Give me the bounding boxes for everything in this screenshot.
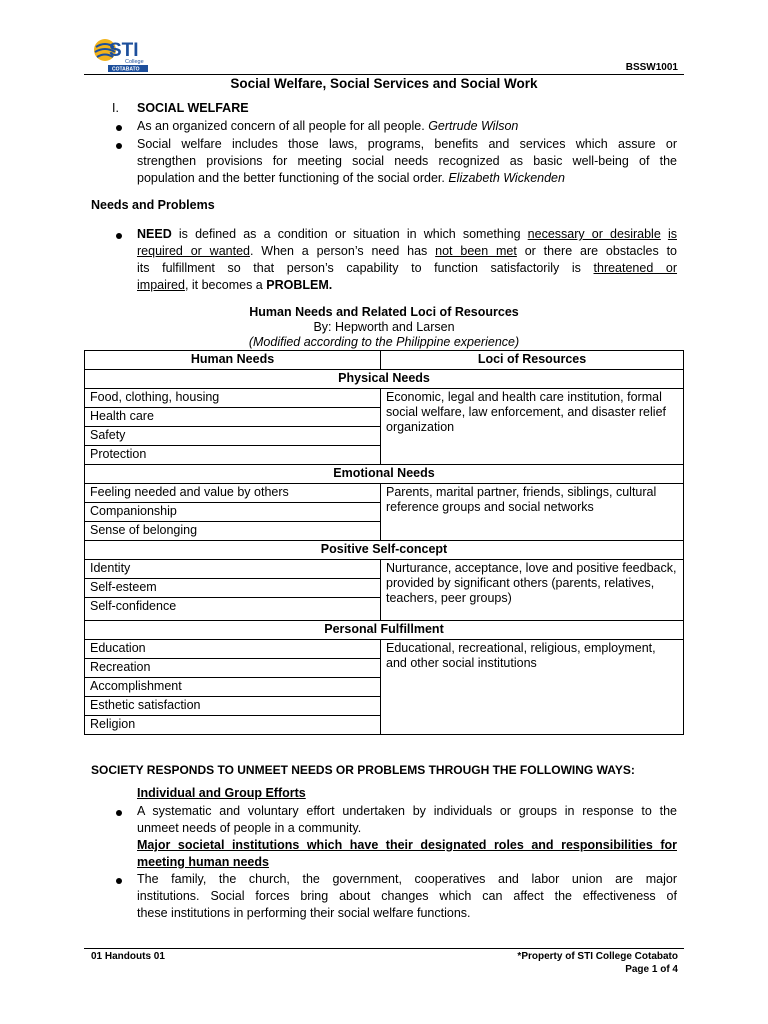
individual-efforts-line-1: A systematic and voluntary effort undertaken by individuals or groups in response to the xyxy=(137,804,677,818)
table-cell: Esthetic satisfaction xyxy=(85,697,381,716)
definition-2-line-2: strengthen provisions for meeting social needs recognized as basic well-being of the xyxy=(137,154,677,168)
individual-efforts-line-2: unmeet needs of people in a community. xyxy=(137,821,362,835)
table-cell: Identity xyxy=(85,560,381,579)
course-code: BSSW1001 xyxy=(625,62,678,73)
bullet-icon xyxy=(116,878,122,884)
table-cell: Safety xyxy=(85,427,381,446)
table-header-row xyxy=(85,351,684,370)
definition-2-line-1: Social welfare includes those laws, programs, benefits and services which assure or xyxy=(137,137,677,151)
table-cell: Religion xyxy=(85,716,381,735)
footer-property: *Property of STI College Cotabato xyxy=(517,951,678,962)
table-cell: Companionship xyxy=(85,503,381,522)
table-cell: Recreation xyxy=(85,659,381,678)
definition-2-line-3: population and the better functioning of the social order. Elizabeth Wickenden xyxy=(137,171,565,185)
need-paragraph-line-2: required or wanted. When a person’s need has not been met or there are obstacles to xyxy=(137,244,677,258)
footer-divider xyxy=(84,948,684,949)
social-welfare-definition-1: As an organized concern of all people for all people. Gertrude Wilson xyxy=(137,119,519,133)
needs-heading: Needs and Problems xyxy=(91,198,215,212)
society-heading: SOCIETY RESPONDS TO UNMEET NEEDS OR PROBLEMS THROUGH THE FOLLOWING WAYS: xyxy=(91,763,635,777)
need-paragraph-line-1: NEED is defined as a condition or situation in which something necessary or desirable is xyxy=(137,227,677,241)
footer-handout-label: 01 Handouts 01 xyxy=(91,951,165,962)
need-paragraph-line-3: its fulfillment so that person’s capability to function satisfactorily is threatened or xyxy=(137,261,678,275)
resource-cell: Economic, legal and health care institution, formal social welfare, law enforcement, and disaster relief organization xyxy=(381,389,684,465)
table-cell: Self-confidence xyxy=(85,598,381,621)
group-emotional-needs: Emotional Needs xyxy=(85,465,684,484)
column-header-loci: Loci of Resources xyxy=(381,351,684,370)
header-divider xyxy=(84,74,684,75)
institutions-line-3: these institutions in performing their social welfare functions. xyxy=(137,906,471,920)
svg-text:COTABATO: COTABATO xyxy=(112,66,140,73)
institutions-line-1: The family, the church, the government, cooperatives and labor union are major xyxy=(137,872,677,886)
table-cell: Education xyxy=(85,640,381,659)
bullet-icon xyxy=(116,810,122,816)
bullet-icon xyxy=(116,143,122,149)
section-number: I. xyxy=(112,101,119,115)
resource-cell: Parents, marital partner, friends, siblings, cultural reference groups and social networks xyxy=(381,484,684,541)
resource-cell: Nurturance, acceptance, love and positive feedback, provided by significant others (parents, relatives, teachers, peer groups) xyxy=(381,560,684,621)
need-paragraph-line-4: impaired, it becomes a PROBLEM. xyxy=(137,278,333,292)
needs-resources-table xyxy=(84,350,684,735)
table-cell: Accomplishment xyxy=(85,678,381,697)
subheading-individual-group: Individual and Group Efforts xyxy=(137,786,306,800)
table-authors: By: Hepworth and Larsen xyxy=(313,320,455,334)
group-positive-self-concept: Positive Self-concept xyxy=(85,541,684,560)
table-note: (Modified according to the Philippine experience) xyxy=(248,335,520,349)
resource-cell: Educational, recreational, religious, employment, and other social institutions xyxy=(381,640,684,735)
footer-page-number: Page 1 of 4 xyxy=(625,964,678,975)
table-cell: Self-esteem xyxy=(85,579,381,598)
bullet-icon xyxy=(116,233,122,239)
institutions-line-2: institutions. Social forces bring about changes which can affect the effectiveness of xyxy=(137,889,677,903)
subheading-institutions-line-1: Major societal institutions which have their designated roles and responsibilities for xyxy=(137,838,677,852)
column-header-human-needs: Human Needs xyxy=(85,351,381,370)
svg-text:College: College xyxy=(125,59,144,65)
bullet-icon xyxy=(116,125,122,131)
table-cell: Feeling needed and value by others xyxy=(85,484,381,503)
subheading-institutions-line-2: meeting human needs xyxy=(137,855,269,869)
svg-text:STI: STI xyxy=(109,40,139,61)
section-heading: SOCIAL WELFARE xyxy=(137,101,249,115)
table-cell: Food, clothing, housing xyxy=(85,389,381,408)
page-title: Social Welfare, Social Services and Social Work xyxy=(230,76,538,91)
sti-logo xyxy=(92,35,154,73)
group-physical-needs: Physical Needs xyxy=(85,370,684,389)
table-cell: Health care xyxy=(85,408,381,427)
table-cell: Protection xyxy=(85,446,381,465)
table-title: Human Needs and Related Loci of Resources xyxy=(249,305,519,319)
group-personal-fulfillment: Personal Fulfillment xyxy=(85,621,684,640)
table-cell: Sense of belonging xyxy=(85,522,381,541)
